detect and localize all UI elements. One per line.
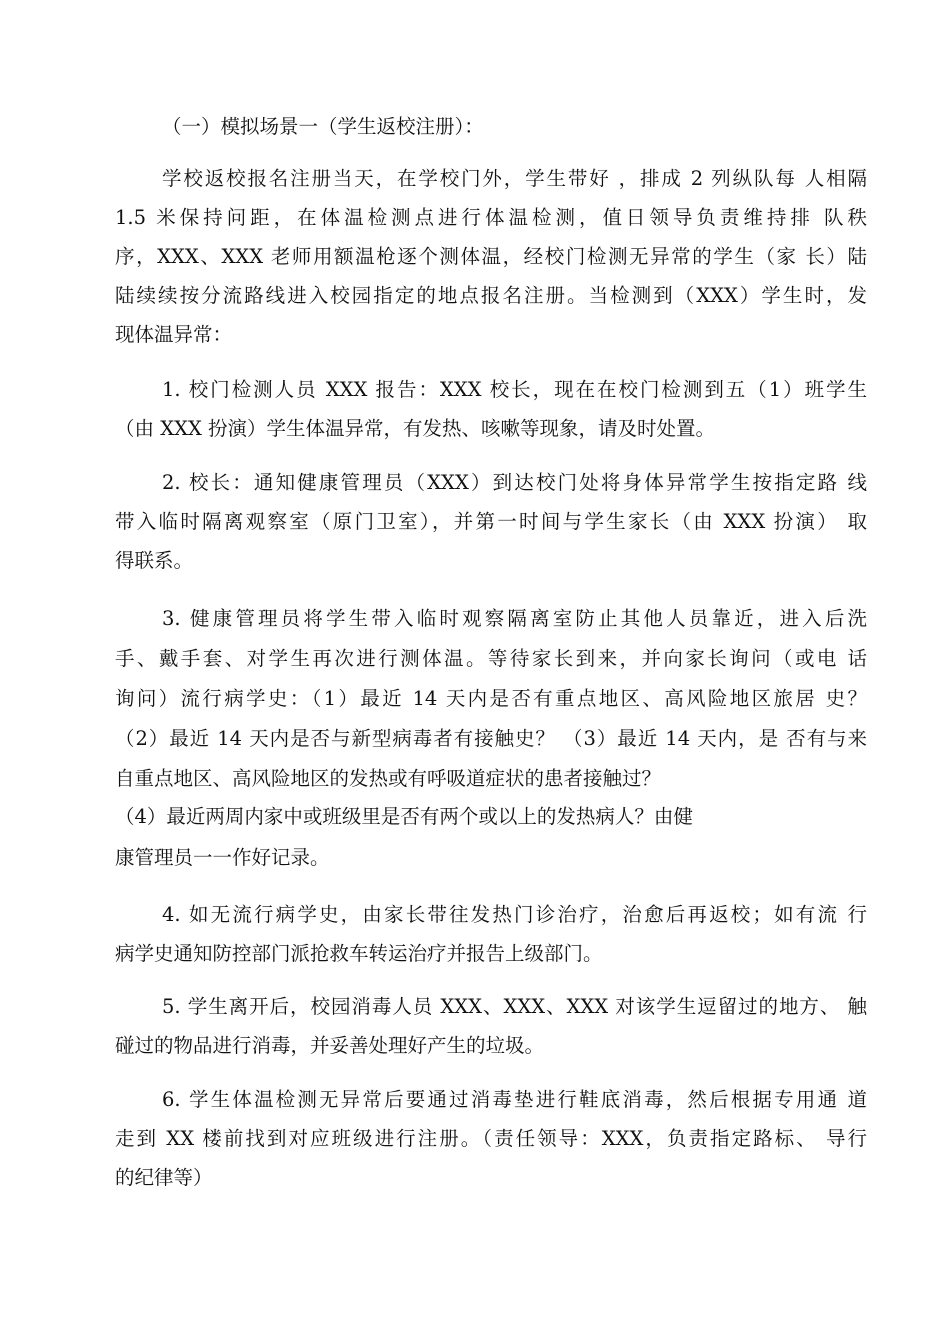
item-1-line-1: 1. 校门检测人员 XXX 报告：XXX 校长，现在在校门检测到五（1）班学生	[162, 378, 867, 401]
item-6-line-3: 的纪律等）	[115, 1166, 213, 1189]
intro-line-2: 1.5 米保持问距，在体温检测点进行体温检测，值日领导负责维持排 队秩	[115, 206, 867, 229]
item-1-line-2: （由 XXX 扮演）学生体温异常，有发热、咳嗽等现象，请及时处置。	[115, 417, 716, 440]
item-2-line-2: 带入临时隔离观察室（原门卫室），并第一时间与学生家长（由 XXX 扮演） 取	[115, 510, 867, 533]
item-3-line-2: 手、戴手套、对学生再次进行测体温。等待家长到来，并向家长询问（或电 话	[115, 647, 867, 670]
item-4-line-1: 4. 如无流行病学史，由家长带往发热门诊治疗，治愈后再返校；如有流 行	[162, 903, 867, 926]
intro-line-1: 学校返校报名注册当天，在学校门外，学生带好 ，排成 2 列纵队每 人相隔	[162, 167, 867, 190]
item-3-line-5: 自重点地区、高风险地区的发热或有呼吸道症状的患者接触过？	[115, 767, 662, 790]
item-3-line-3: 询问）流行病学史：（1）最近 14 天内是否有重点地区、高风险地区旅居 史？	[115, 687, 867, 710]
intro-line-5: 现体温异常：	[115, 323, 233, 346]
item-5-line-2: 碰过的物品进行消毒，并妥善处理好产生的垃圾。	[115, 1034, 545, 1057]
item-6-line-1: 6. 学生体温检测无异常后要通过消毒垫进行鞋底消毒，然后根据专用通 道	[162, 1088, 867, 1111]
section-heading: （一）模拟场景一（学生返校注册）：	[162, 115, 484, 138]
item-2-line-1: 2. 校长：通知健康管理员（XXX）到达校门处将身体异常学生按指定路 线	[162, 471, 867, 494]
item-3-line-4: （2）最近 14 天内是否与新型病毒者有接触史？ （3）最近 14 天内，是 否有与来	[115, 727, 867, 750]
item-3-line-7: 康管理员一一作好记录。	[115, 846, 330, 869]
intro-line-3: 序，XXX、XXX 老师用额温枪逐个测体温，经校门检测无异常的学生（家 长）陆	[115, 245, 867, 268]
item-6-line-2: 走到 XX 楼前找到对应班级进行注册。（责任领导：XXX，负责指定路标、 导行	[115, 1127, 867, 1150]
item-4-line-2: 病学史通知防控部门派抢救车转运治疗并报告上级部门。	[115, 942, 603, 965]
item-5-line-1: 5. 学生离开后，校园消毒人员 XXX、XXX、XXX 对该学生逗留过的地方、 触	[162, 995, 867, 1018]
intro-line-4: 陆续续按分流路线进入校园指定的地点报名注册。当检测到（XXX）学生时，发	[115, 284, 867, 307]
item-3-line-1: 3. 健康管理员将学生带入临时观察隔离室防止其他人员靠近，进入后洗	[162, 607, 867, 630]
item-3-line-6: （4）最近两周内家中或班级里是否有两个或以上的发热病人？由健	[115, 805, 693, 828]
item-2-line-3: 得联系。	[115, 549, 194, 572]
